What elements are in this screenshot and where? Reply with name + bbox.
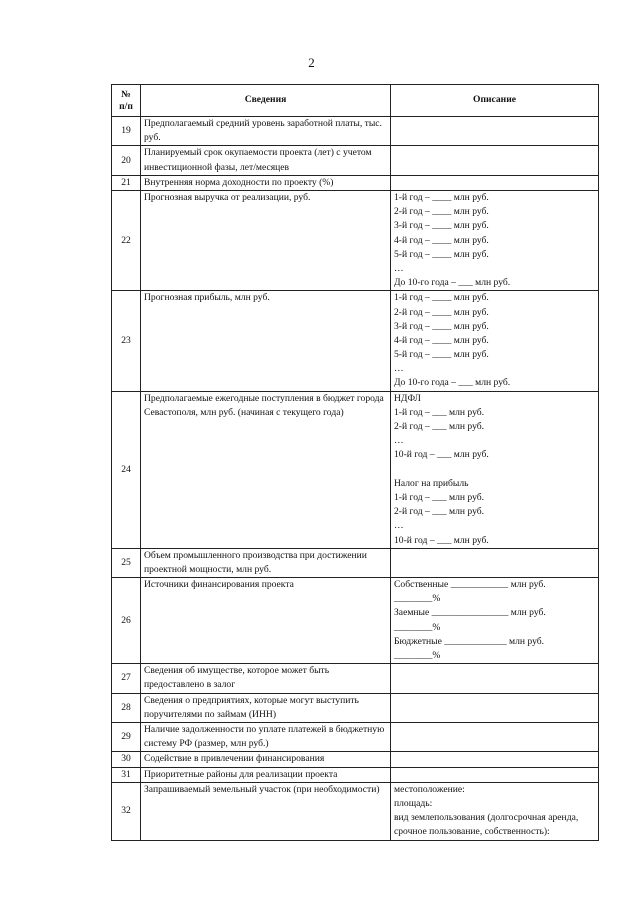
header-num-line: № xyxy=(121,88,131,100)
header-num-line: п/п xyxy=(119,100,133,112)
row-description xyxy=(391,548,599,577)
description-line: площадь: xyxy=(394,798,433,810)
row-info: Предполагаемый средний уровень заработной платы, тыс. руб. xyxy=(141,117,391,146)
row-number: 30 xyxy=(112,752,141,767)
page-number: 2 xyxy=(308,55,315,70)
row-description xyxy=(391,291,599,391)
table-row xyxy=(112,548,599,577)
description-line: 1-й год – ____ млн руб. xyxy=(394,292,489,304)
description-line: 3-й год – ____ млн руб. xyxy=(394,220,489,232)
description-line: Собственные ____________ млн руб. xyxy=(394,579,546,591)
row-info: Прогнозная выручка от реализации, руб. xyxy=(141,191,391,291)
row-number: 26 xyxy=(112,578,141,664)
table-row xyxy=(112,191,599,291)
header-num xyxy=(112,85,141,117)
table-row xyxy=(112,117,599,146)
row-description xyxy=(391,117,599,146)
description-line: 1-й год – ____ млн руб. xyxy=(394,192,489,204)
row-description xyxy=(391,723,599,752)
row-description xyxy=(391,191,599,291)
description-line: НДФЛ xyxy=(394,392,421,404)
description-line: 10-й год – ___ млн руб. xyxy=(394,534,489,546)
description-line: 2-й год – ____ млн руб. xyxy=(394,206,489,218)
table-row xyxy=(112,752,599,767)
row-info: Содействие в привлечении финансирования xyxy=(141,752,391,767)
row-info: Прогнозная прибыль, млн руб. xyxy=(141,291,391,391)
description-line: … xyxy=(394,520,404,532)
row-info: Источники финансирования проекта xyxy=(141,578,391,664)
row-info: Планируемый срок окупаемости проекта (лет) с учетом инвестиционной фазы, лет/месяцев xyxy=(141,146,391,175)
project-info-table xyxy=(111,84,599,841)
description-line: Заемные ________________ млн руб. xyxy=(394,607,546,619)
description-line: Налог на прибыль xyxy=(394,477,469,489)
table-row xyxy=(112,664,599,693)
row-info: Сведения об имуществе, которое может быть предоставлено в залог xyxy=(141,664,391,693)
row-number: 21 xyxy=(112,175,141,190)
header-desc: Описание xyxy=(391,85,599,117)
row-info: Предполагаемые ежегодные поступления в бюджет города Севастополя, млн руб. (начиная с текущего года) xyxy=(141,391,391,548)
row-info: Запрашиваемый земельный участок (при необходимости) xyxy=(141,782,391,840)
row-description xyxy=(391,752,599,767)
row-description xyxy=(391,391,599,548)
table-header-row xyxy=(112,85,599,117)
row-info: Наличие задолженности по уплате платежей в бюджетную систему РФ (размер, млн руб.) xyxy=(141,723,391,752)
description-gap xyxy=(394,463,595,477)
description-line: Бюджетные _____________ млн руб. xyxy=(394,635,545,647)
description-line: До 10-го года – ___ млн руб. xyxy=(394,377,511,389)
row-number: 24 xyxy=(112,391,141,548)
description-line: ________% xyxy=(394,621,441,633)
row-number: 29 xyxy=(112,723,141,752)
row-description xyxy=(391,146,599,175)
row-number: 20 xyxy=(112,146,141,175)
row-info: Сведения о предприятиях, которые могут выступить поручителями по займам (ИНН) xyxy=(141,693,391,722)
description-line: 2-й год – ___ млн руб. xyxy=(394,506,485,518)
description-line: 10-й год – ___ млн руб. xyxy=(394,449,489,461)
table-row xyxy=(112,767,599,782)
row-number: 25 xyxy=(112,548,141,577)
row-number: 32 xyxy=(112,782,141,840)
description-line: До 10-го года – ___ млн руб. xyxy=(394,277,511,289)
table-body xyxy=(112,117,599,841)
table-row xyxy=(112,291,599,391)
description-line: 4-й год – ____ млн руб. xyxy=(394,234,489,246)
description-line: 1-й год – ___ млн руб. xyxy=(394,406,485,418)
row-description xyxy=(391,693,599,722)
row-number: 22 xyxy=(112,191,141,291)
description-line: вид землепользования (долгосрочная аренда, срочное пользование, собственность): xyxy=(394,812,579,838)
row-number: 31 xyxy=(112,767,141,782)
row-info: Внутренняя норма доходности по проекту (%) xyxy=(141,175,391,190)
description-line: … xyxy=(394,435,404,447)
description-line: местоположение: xyxy=(394,783,465,795)
row-description xyxy=(391,578,599,664)
row-description xyxy=(391,767,599,782)
table-row xyxy=(112,146,599,175)
table-row xyxy=(112,723,599,752)
row-number: 23 xyxy=(112,291,141,391)
description-line: 5-й год – ____ млн руб. xyxy=(394,248,489,260)
row-description xyxy=(391,175,599,190)
description-line: … xyxy=(394,262,404,274)
row-number: 27 xyxy=(112,664,141,693)
description-line: 4-й год – ____ млн руб. xyxy=(394,334,489,346)
row-description xyxy=(391,664,599,693)
table-row xyxy=(112,693,599,722)
description-line: 2-й год – ___ млн руб. xyxy=(394,421,485,433)
table-row xyxy=(112,782,599,840)
row-description xyxy=(391,782,599,840)
row-info: Объем промышленного производства при достижении проектной мощности, млн руб. xyxy=(141,548,391,577)
description-line: 5-й год – ____ млн руб. xyxy=(394,349,489,361)
row-number: 19 xyxy=(112,117,141,146)
description-line: 3-й год – ____ млн руб. xyxy=(394,320,489,332)
header-info: Сведения xyxy=(141,85,391,117)
description-line: ________% xyxy=(394,650,441,662)
table-row xyxy=(112,578,599,664)
description-line: 2-й год – ____ млн руб. xyxy=(394,306,489,318)
row-number: 28 xyxy=(112,693,141,722)
description-line: … xyxy=(394,363,404,375)
table-row xyxy=(112,391,599,548)
description-line: 1-й год – ___ млн руб. xyxy=(394,491,485,503)
description-line: ________% xyxy=(394,593,441,605)
table-row xyxy=(112,175,599,190)
row-info: Приоритетные районы для реализации проекта xyxy=(141,767,391,782)
